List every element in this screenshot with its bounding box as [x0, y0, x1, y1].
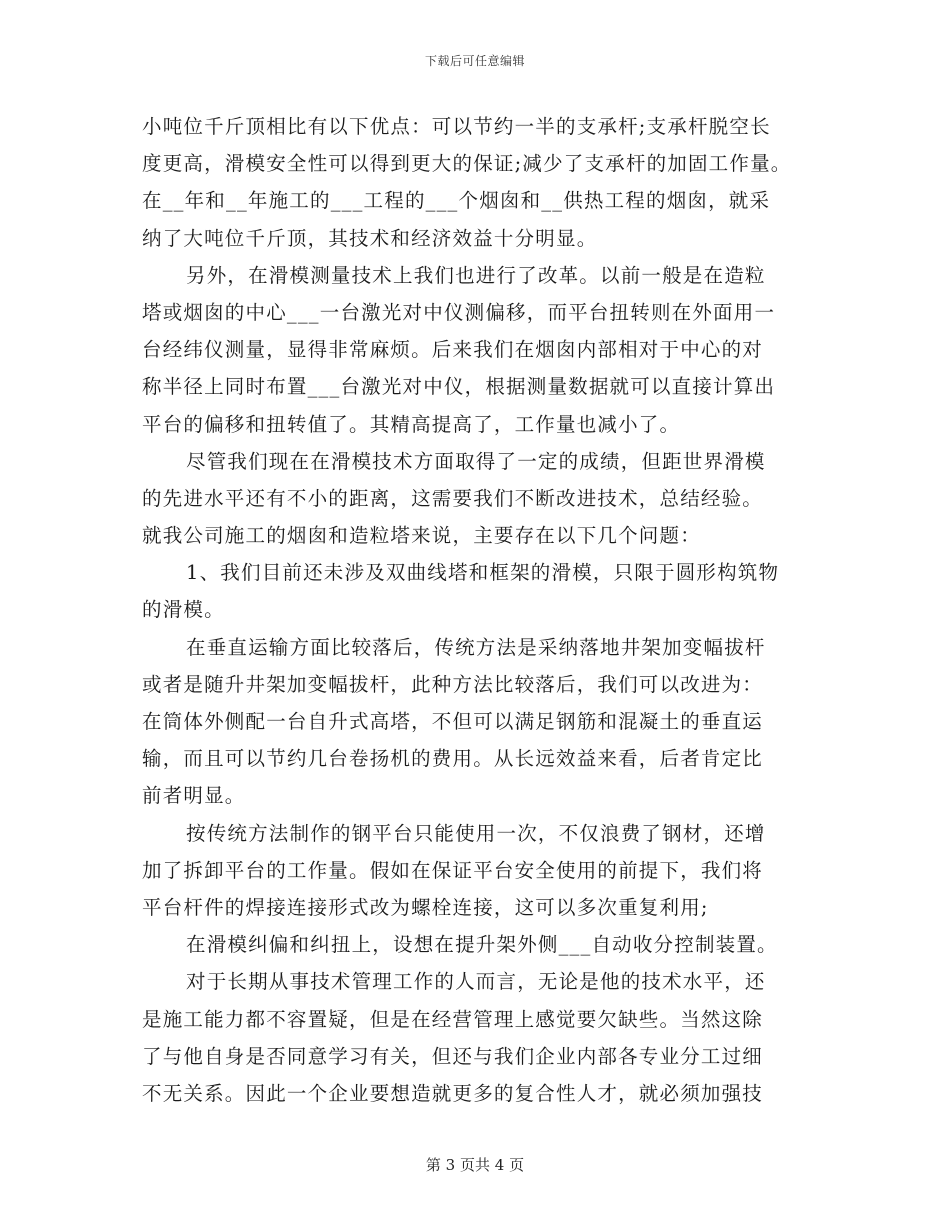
text-line: 的先进水平还有不小的距离，这需要我们不断改进技术，总结经验。: [142, 486, 764, 510]
text-line: 加了拆卸平台的工作量。假如在保证平台安全使用的前提下，我们将: [142, 858, 764, 882]
text-line: 平台的偏移和扭转值了。其精高提高了，工作量也减小了。: [142, 412, 681, 436]
page-header: 下载后可任意编辑: [424, 54, 525, 68]
text-line: 平台杆件的焊接连接形式改为螺栓连接，这可以多次重复利用;: [142, 895, 709, 919]
text-line: 在筒体外侧配一台自升式高塔，不但可以满足钢筋和混凝土的垂直运: [142, 710, 764, 733]
text-line: 纳了大吨位千斤顶，其技术和经济效益十分明显。: [142, 226, 598, 250]
text-line: 度更高，滑模安全性可以得到更大的保证;减少了支承杆的加固工作量。: [142, 152, 792, 176]
text-line: 另外，在滑模测量技术上我们也进行了改革。以前一般是在造粒: [186, 263, 766, 287]
text-line: 小吨位千斤顶相比有以下优点：可以节约一半的支承杆;支承杆脱空长: [142, 115, 771, 138]
text-line: 是施工能力都不容置疑，但是在经营管理上感觉要欠缺些。当然这除: [142, 1007, 764, 1031]
text-line: 在垂直运输方面比较落后，传统方法是采纳落地井架加变幅拔杆: [186, 635, 766, 659]
text-line: 在__年和__年施工的___工程的___个烟囱和__供热工程的烟囱，就采: [142, 189, 771, 213]
text-line: 按传统方法制作的钢平台只能使用一次，不仅浪费了钢材，还增: [186, 821, 766, 845]
text-line: 前者明显。: [142, 784, 246, 808]
page-number: 第 3 页共 4 页: [425, 1156, 525, 1174]
text-line: 对于长期从事技术管理工作的人而言，无论是他的技术水平，还: [186, 970, 766, 994]
text-line: 了与他自身是否同意学习有关，但还与我们企业内部各专业分工过细: [142, 1044, 764, 1068]
text-line: 尽管我们现在在滑模技术方面取得了一定的成绩，但距世界滑模: [186, 449, 766, 473]
text-line: 输，而且可以节约几台卷扬机的费用。从长远效益来看，后者肯定比: [142, 747, 764, 771]
text-line: 不无关系。因此一个企业要想造就更多的复合性人才，就必须加强技: [142, 1081, 764, 1105]
text-line: 的滑模。: [142, 598, 225, 622]
text-line: 或者是随升井架加变幅拔杆，此种方法比较落后，我们可以改进为：: [142, 672, 764, 696]
text-line: 称半径上同时布置___台激光对中仪，根据测量数据就可以直接计算出: [142, 375, 776, 399]
text-line: 台经纬仪测量，显得非常麻烦。后来我们在烟囱内部相对于中心的对: [142, 338, 764, 362]
text-line: 1、我们目前还未涉及双曲线塔和框架的滑模，只限于圆形构筑物: [186, 561, 780, 585]
document-body: [142, 108, 822, 1112]
text-line: 就我公司施工的烟囱和造粒塔来说，主要存在以下几个问题：: [142, 524, 701, 548]
text-line: 塔或烟囱的中心___一台激光对中仪测偏移，而平台扭转则在外面用一: [142, 300, 776, 324]
text-line: 在滑模纠偏和纠扭上，设想在提升架外侧___自动收分控制装置。: [186, 933, 778, 957]
